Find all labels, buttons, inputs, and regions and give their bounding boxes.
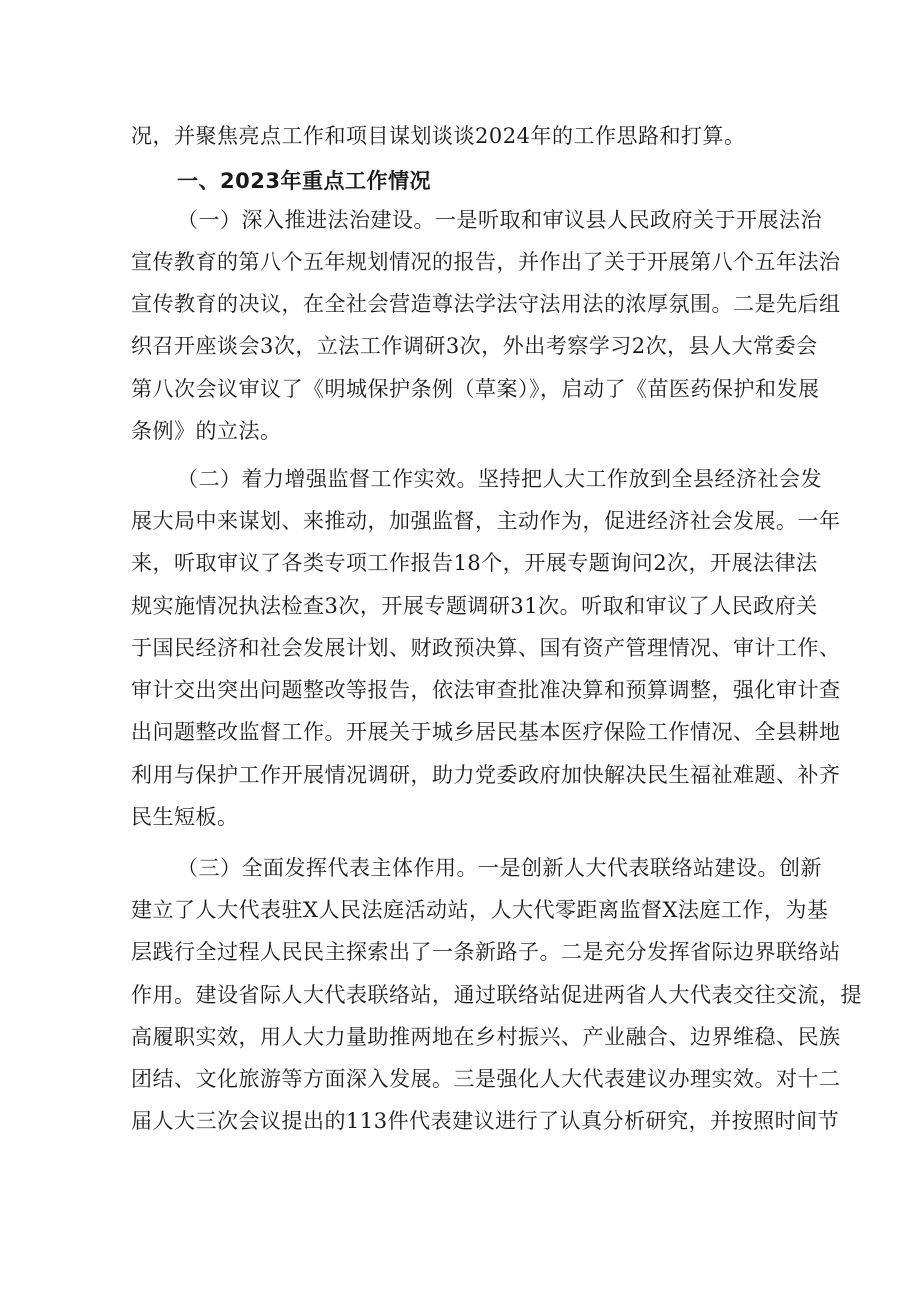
- paragraph-3-line-5: 高履职实效，用人大力量助推两地在乡村振兴、产业融合、边界维稳、民族: [131, 1025, 841, 1049]
- paragraph-1-line-3: 宣传教育的决议，在全社会营造尊法学法守法用法的浓厚氛围。二是先后组: [131, 292, 841, 316]
- paragraph-2-line-7: 出问题整改监督工作。开展关于城乡居民基本医疗保险工作情况、全县耕地: [131, 720, 841, 744]
- paragraph-2-line-1: （二）着力增强监督工作实效。坚持把人大工作放到全县经济社会发: [177, 467, 822, 491]
- paragraph-2-line-3: 来，听取审议了各类专项工作报告18个，开展专题询问2次，开展法律法: [131, 551, 818, 575]
- paragraph-3-line-2: 建立了人大代表驻X人民法庭活动站，人大代零距离监督X法庭工作，为基: [131, 898, 829, 922]
- paragraph-3-line-3: 层践行全过程人民民主探索出了一条新路子。二是充分发挥省际边界联络站: [131, 940, 841, 964]
- paragraph-1-line-6: 条例》的立法。: [131, 419, 282, 443]
- intro-line: 况，并聚焦亮点工作和项目谋划谈谈2024年的工作思路和打算。: [131, 124, 746, 148]
- paragraph-2-line-2: 展大局中来谋划、来推动，加强监督，主动作为，促进经济社会发展。一年: [131, 509, 841, 533]
- paragraph-3-line-4: 作用。建设省际人大代表联络站，通过联络站促进两省人大代表交往交流，提: [131, 983, 862, 1007]
- paragraph-2-line-8: 利用与保护工作开展情况调研，助力党委政府加快解决民生福祉难题、补齐: [131, 763, 841, 787]
- paragraph-1-line-1: （一）深入推进法治建设。一是听取和审议县人民政府关于开展法治: [177, 208, 822, 232]
- paragraph-1-line-5: 第八次会议审议了《明城保护条例（草案）》，启动了《苗医药保护和发展: [131, 377, 820, 401]
- paragraph-2-line-5: 于国民经济和社会发展计划、财政预决算、国有资产管理情况、审计工作、: [131, 636, 841, 660]
- section-heading: 一、2023年重点工作情况: [177, 169, 431, 193]
- paragraph-3-line-1: （三）全面发挥代表主体作用。一是创新人大代表联络站建设。创新: [177, 856, 822, 880]
- paragraph-1-line-4: 织召开座谈会3次，立法工作调研3次，外出考察学习2次，县人大常委会: [131, 334, 818, 358]
- paragraph-2-line-4: 规实施情况执法检查3次，开展专题调研31次。听取和审议了人民政府关: [131, 594, 818, 618]
- paragraph-3-line-6: 团结、文化旅游等方面深入发展。三是强化人大代表建议办理实效。对十二: [131, 1067, 841, 1091]
- paragraph-1-line-2: 宣传教育的第八个五年规划情况的报告，并作出了关于开展第八个五年法治: [131, 250, 841, 274]
- paragraph-3-line-7: 届人大三次会议提出的113件代表建议进行了认真分析研究，并按照时间节: [131, 1109, 840, 1133]
- paragraph-2-line-6: 审计交出突出问题整改等报告，依法审查批准决算和预算调整，强化审计查: [131, 678, 841, 702]
- paragraph-2-line-9: 民生短板。: [131, 805, 239, 829]
